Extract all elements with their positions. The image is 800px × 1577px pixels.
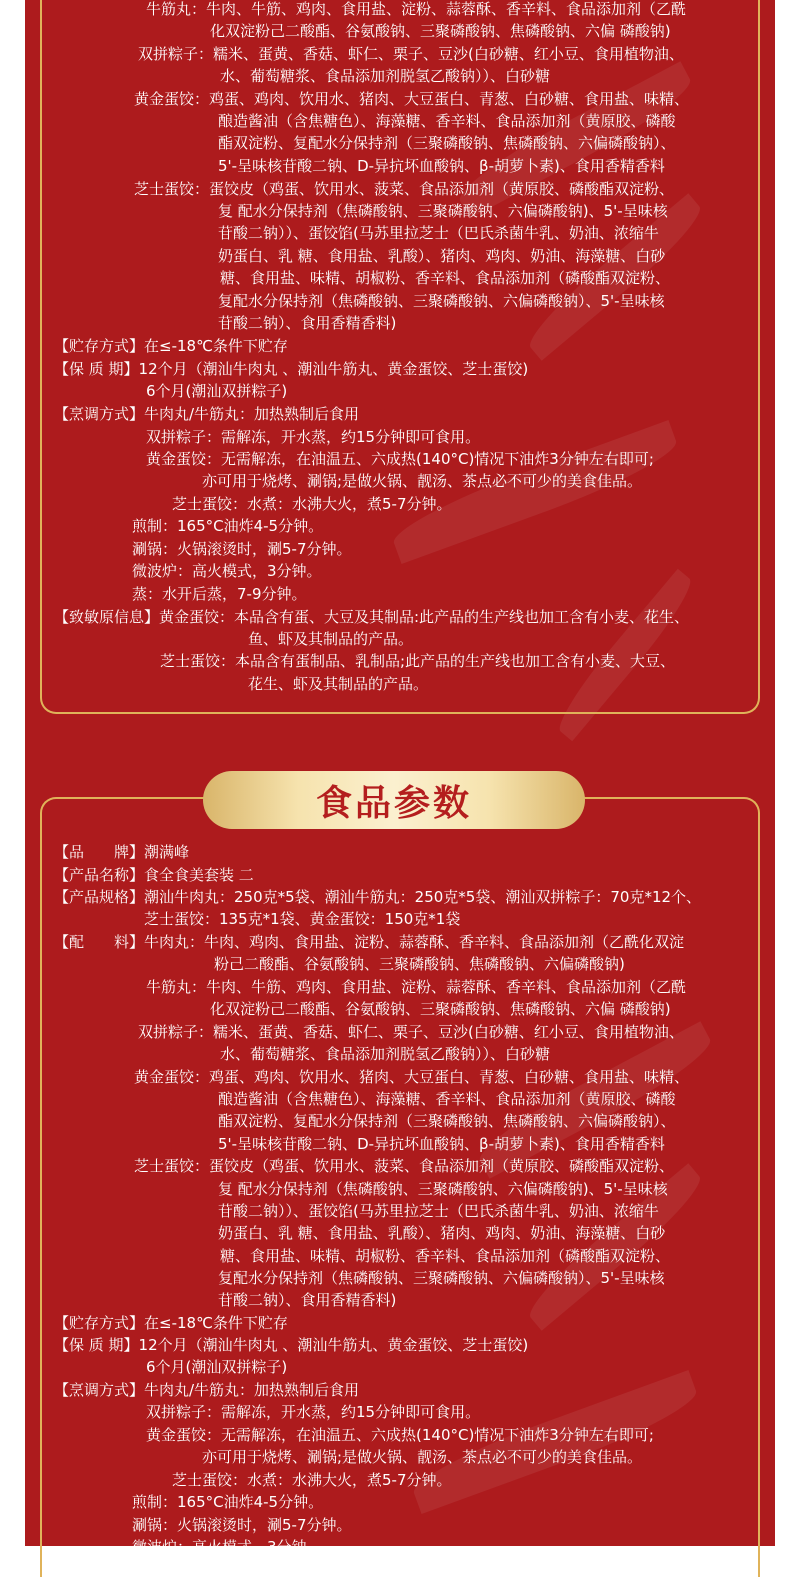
panel1-row: 黄金蛋饺：鸡蛋、鸡肉、饮用水、猪肉、大豆蛋白、青葱、白砂糖、食用盐、味精、 [134, 90, 690, 108]
panel1-row: 芝士蛋饺：水煮：水沸大火，煮5-7分钟。 [172, 495, 452, 513]
panel1-row: 涮锅：火锅滚烫时，涮5-7分钟。 [132, 540, 352, 558]
panel1-row: 【贮存方式】在≤-18℃条件下贮存 [54, 337, 288, 355]
panel1-row: 双拼粽子：糯米、蛋黄、香菇、虾仁、栗子、豆沙(白砂糖、红小豆、食用植物油、 [138, 45, 684, 63]
panel1-row: 双拼粽子：需解冻，开水蒸，约15分钟即可食用。 [146, 428, 481, 446]
panel2-row: 煎制：165°C油炸4-5分钟。 [132, 1493, 324, 1511]
panel1-row: 苷酸二钠）、食用香精香料) [218, 314, 397, 332]
panel2-row: 黄金蛋饺：无需解冻，在油温五、六成热(140°C)情况下油炸3分钟左右即可; [146, 1426, 654, 1444]
panel1-row: 苷酸二钠））、蛋饺馅(马苏里拉芝士（巴氏杀菌牛乳、奶油、浓缩牛 [218, 224, 659, 242]
panel1-row: 芝士蛋饺：本品含有蛋制品、乳制品;此产品的生产线也加工含有小麦、大豆、 [160, 652, 676, 670]
panel1-row: 牛筋丸：牛肉、牛筋、鸡肉、食用盐、淀粉、蒜蓉酥、香辛料、食品添加剂（乙酰 [146, 0, 687, 18]
panel1-row: 酿造酱油（含焦糖色）、海藻糖、香辛料、食品添加剂（黄原胶、磷酸 [218, 112, 676, 130]
panel1-row: 黄金蛋饺：无需解冻，在油温五、六成热(140°C)情况下油炸3分钟左右即可; [146, 450, 654, 468]
panel2-row: 苷酸二钠）、食用香精香料) [218, 1291, 397, 1309]
panel2-row: 涮锅：火锅滚烫时，涮5-7分钟。 [132, 1516, 352, 1534]
panel2-row: 双拼粽子：糯米、蛋黄、香菇、虾仁、栗子、豆沙(白砂糖、红小豆、食用植物油、 [138, 1023, 684, 1041]
panel1-row: 复配水分保持剂（焦磷酸钠、三聚磷酸钠、六偏磷酸钠）、5'-呈味核 [218, 292, 665, 310]
panel2-row: 复配水分保持剂（焦磷酸钠、三聚磷酸钠、六偏磷酸钠）、5'-呈味核 [218, 1269, 665, 1287]
panel2-row: 亦可用于烧烤、涮锅;是做火锅、靓汤、茶点必不可少的美食佳品。 [202, 1448, 643, 1466]
panel2-row: 【配 料】牛肉丸：牛肉、鸡肉、食用盐、淀粉、蒜蓉酥、香辛料、食品添加剂（乙酰化双淀 [54, 933, 685, 951]
panel1-row: 微波炉：高火模式，3分钟。 [132, 562, 322, 580]
panel2-row: 苷酸二钠））、蛋饺馅(马苏里拉芝士（巴氏杀菌牛乳、奶油、浓缩牛 [218, 1202, 659, 1220]
panel2-row: 酿造酱油（含焦糖色）、海藻糖、香辛料、食品添加剂（黄原胶、磷酸 [218, 1090, 676, 1108]
panel1-row: 6个月(潮汕双拼粽子) [146, 382, 288, 400]
panel2-row: 水、葡萄糖浆、食品添加剂脱氢乙酸钠））、白砂糖 [220, 1045, 551, 1063]
panel2-row: 化双淀粉己二酸酯、谷氨酸钠、三聚磷酸钠、焦磷酸钠、六偏 磷酸钠) [210, 1000, 671, 1018]
panel1-row: 煎制：165°C油炸4-5分钟。 [132, 517, 324, 535]
panel1-row: 奶蛋白、乳 糖、食用盐、乳酸）、猪肉、鸡肉、奶油、海藻糖、白砂 [218, 247, 666, 265]
panel2-row: 牛筋丸：牛肉、牛筋、鸡肉、食用盐、淀粉、蒜蓉酥、香辛料、食品添加剂（乙酰 [146, 978, 687, 996]
panel1-row: 5'-呈味核苷酸二钠、D-异抗坏血酸钠、β-胡萝卜素)、食用香精香料 [218, 157, 665, 175]
panel2-row: 双拼粽子：需解冻，开水蒸，约15分钟即可食用。 [146, 1403, 481, 1421]
panel1-row: 【保 质 期】12个月（潮汕牛肉丸 、潮汕牛筋丸、黄金蛋饺、芝士蛋饺) [54, 360, 529, 378]
panel2-row: 芝士蛋饺：水煮：水沸大火，煮5-7分钟。 [172, 1471, 452, 1489]
panel2-row: 【品 牌】潮满峰 [54, 843, 190, 861]
panel1-row: 芝士蛋饺：蛋饺皮（鸡蛋、饮用水、菠菜、食品添加剂（黄原胶、磷酸酯双淀粉、 [134, 180, 675, 198]
section-title: 食品参数 [315, 782, 472, 824]
panel1-row: 【致敏原信息】黄金蛋饺：本品含有蛋、大豆及其制品:此产品的生产线也加工含有小麦、花生、 [54, 608, 690, 626]
panel2-row: 【产品名称】食全食美套装 二 [54, 866, 254, 884]
panel1-row: 化双淀粉己二酸酯、谷氨酸钠、三聚磷酸钠、焦磷酸钠、六偏 磷酸钠) [210, 22, 671, 40]
panel1-row: 糖、食用盐、味精、胡椒粉、香辛料、食品添加剂（磷酸酯双淀粉、 [220, 269, 671, 287]
panel2-row: 粉己二酸酯、谷氨酸钠、三聚磷酸钠、焦磷酸钠、六偏磷酸钠) [214, 955, 625, 973]
panel1-row: 亦可用于烧烤、涮锅;是做火锅、靓汤、茶点必不可少的美食佳品。 [202, 472, 643, 490]
panel2-row: 糖、食用盐、味精、胡椒粉、香辛料、食品添加剂（磷酸酯双淀粉、 [220, 1247, 671, 1265]
panel2-row: 复 配水分保持剂（焦磷酸钠、三聚磷酸钠、六偏磷酸钠)、5'-呈味核 [218, 1180, 668, 1198]
panel1-row: 【烹调方式】牛肉丸/牛筋丸：加热熟制后食用 [54, 405, 360, 423]
panel1-row: 酯双淀粉、复配水分保持剂（三聚磷酸钠、焦磷酸钠、六偏磷酸钠）、 [218, 134, 676, 152]
panel2-row: 酯双淀粉、复配水分保持剂（三聚磷酸钠、焦磷酸钠、六偏磷酸钠）、 [218, 1112, 676, 1130]
panel2-row: 芝士蛋饺：蛋饺皮（鸡蛋、饮用水、菠菜、食品添加剂（黄原胶、磷酸酯双淀粉、 [134, 1157, 675, 1175]
panel2-row: 【贮存方式】在≤-18℃条件下贮存 [54, 1314, 288, 1332]
panel1-row: 花生、虾及其制品的产品。 [248, 675, 429, 693]
panel2-row: 5'-呈味核苷酸二钠、D-异抗坏血酸钠、β-胡萝卜素)、食用香精香料 [218, 1135, 665, 1153]
panel2-row: 【产品规格】潮汕牛肉丸：250克*5袋、潮汕牛筋丸：250克*5袋、潮汕双拼粽子：70克*12个、 [54, 888, 702, 906]
panel2-row: 微波炉：高火模式，3分钟。 [132, 1538, 322, 1556]
panel2-row: 【烹调方式】牛肉丸/牛筋丸：加热熟制后食用 [54, 1381, 360, 1399]
panel1-row: 鱼、虾及其制品的产品。 [248, 630, 414, 648]
panel2-row: 6个月(潮汕双拼粽子) [146, 1358, 288, 1376]
panel1-row: 复 配水分保持剂（焦磷酸钠、三聚磷酸钠、六偏磷酸钠)、5'-呈味核 [218, 202, 668, 220]
panel2-row: 黄金蛋饺：鸡蛋、鸡肉、饮用水、猪肉、大豆蛋白、青葱、白砂糖、食用盐、味精、 [134, 1068, 690, 1086]
section-title-pill [203, 771, 585, 829]
panel2-row: 【保 质 期】12个月（潮汕牛肉丸 、潮汕牛筋丸、黄金蛋饺、芝士蛋饺) [54, 1336, 529, 1354]
panel2-row: 奶蛋白、乳 糖、食用盐、乳酸）、猪肉、鸡肉、奶油、海藻糖、白砂 [218, 1224, 666, 1242]
panel1-row: 蒸：水开后蒸，7-9分钟。 [132, 585, 307, 603]
panel2-row: 芝士蛋饺：135克*1袋、黄金蛋饺：150克*1袋 [144, 910, 461, 928]
panel1-row: 水、葡萄糖浆、食品添加剂脱氢乙酸钠））、白砂糖 [220, 67, 551, 85]
